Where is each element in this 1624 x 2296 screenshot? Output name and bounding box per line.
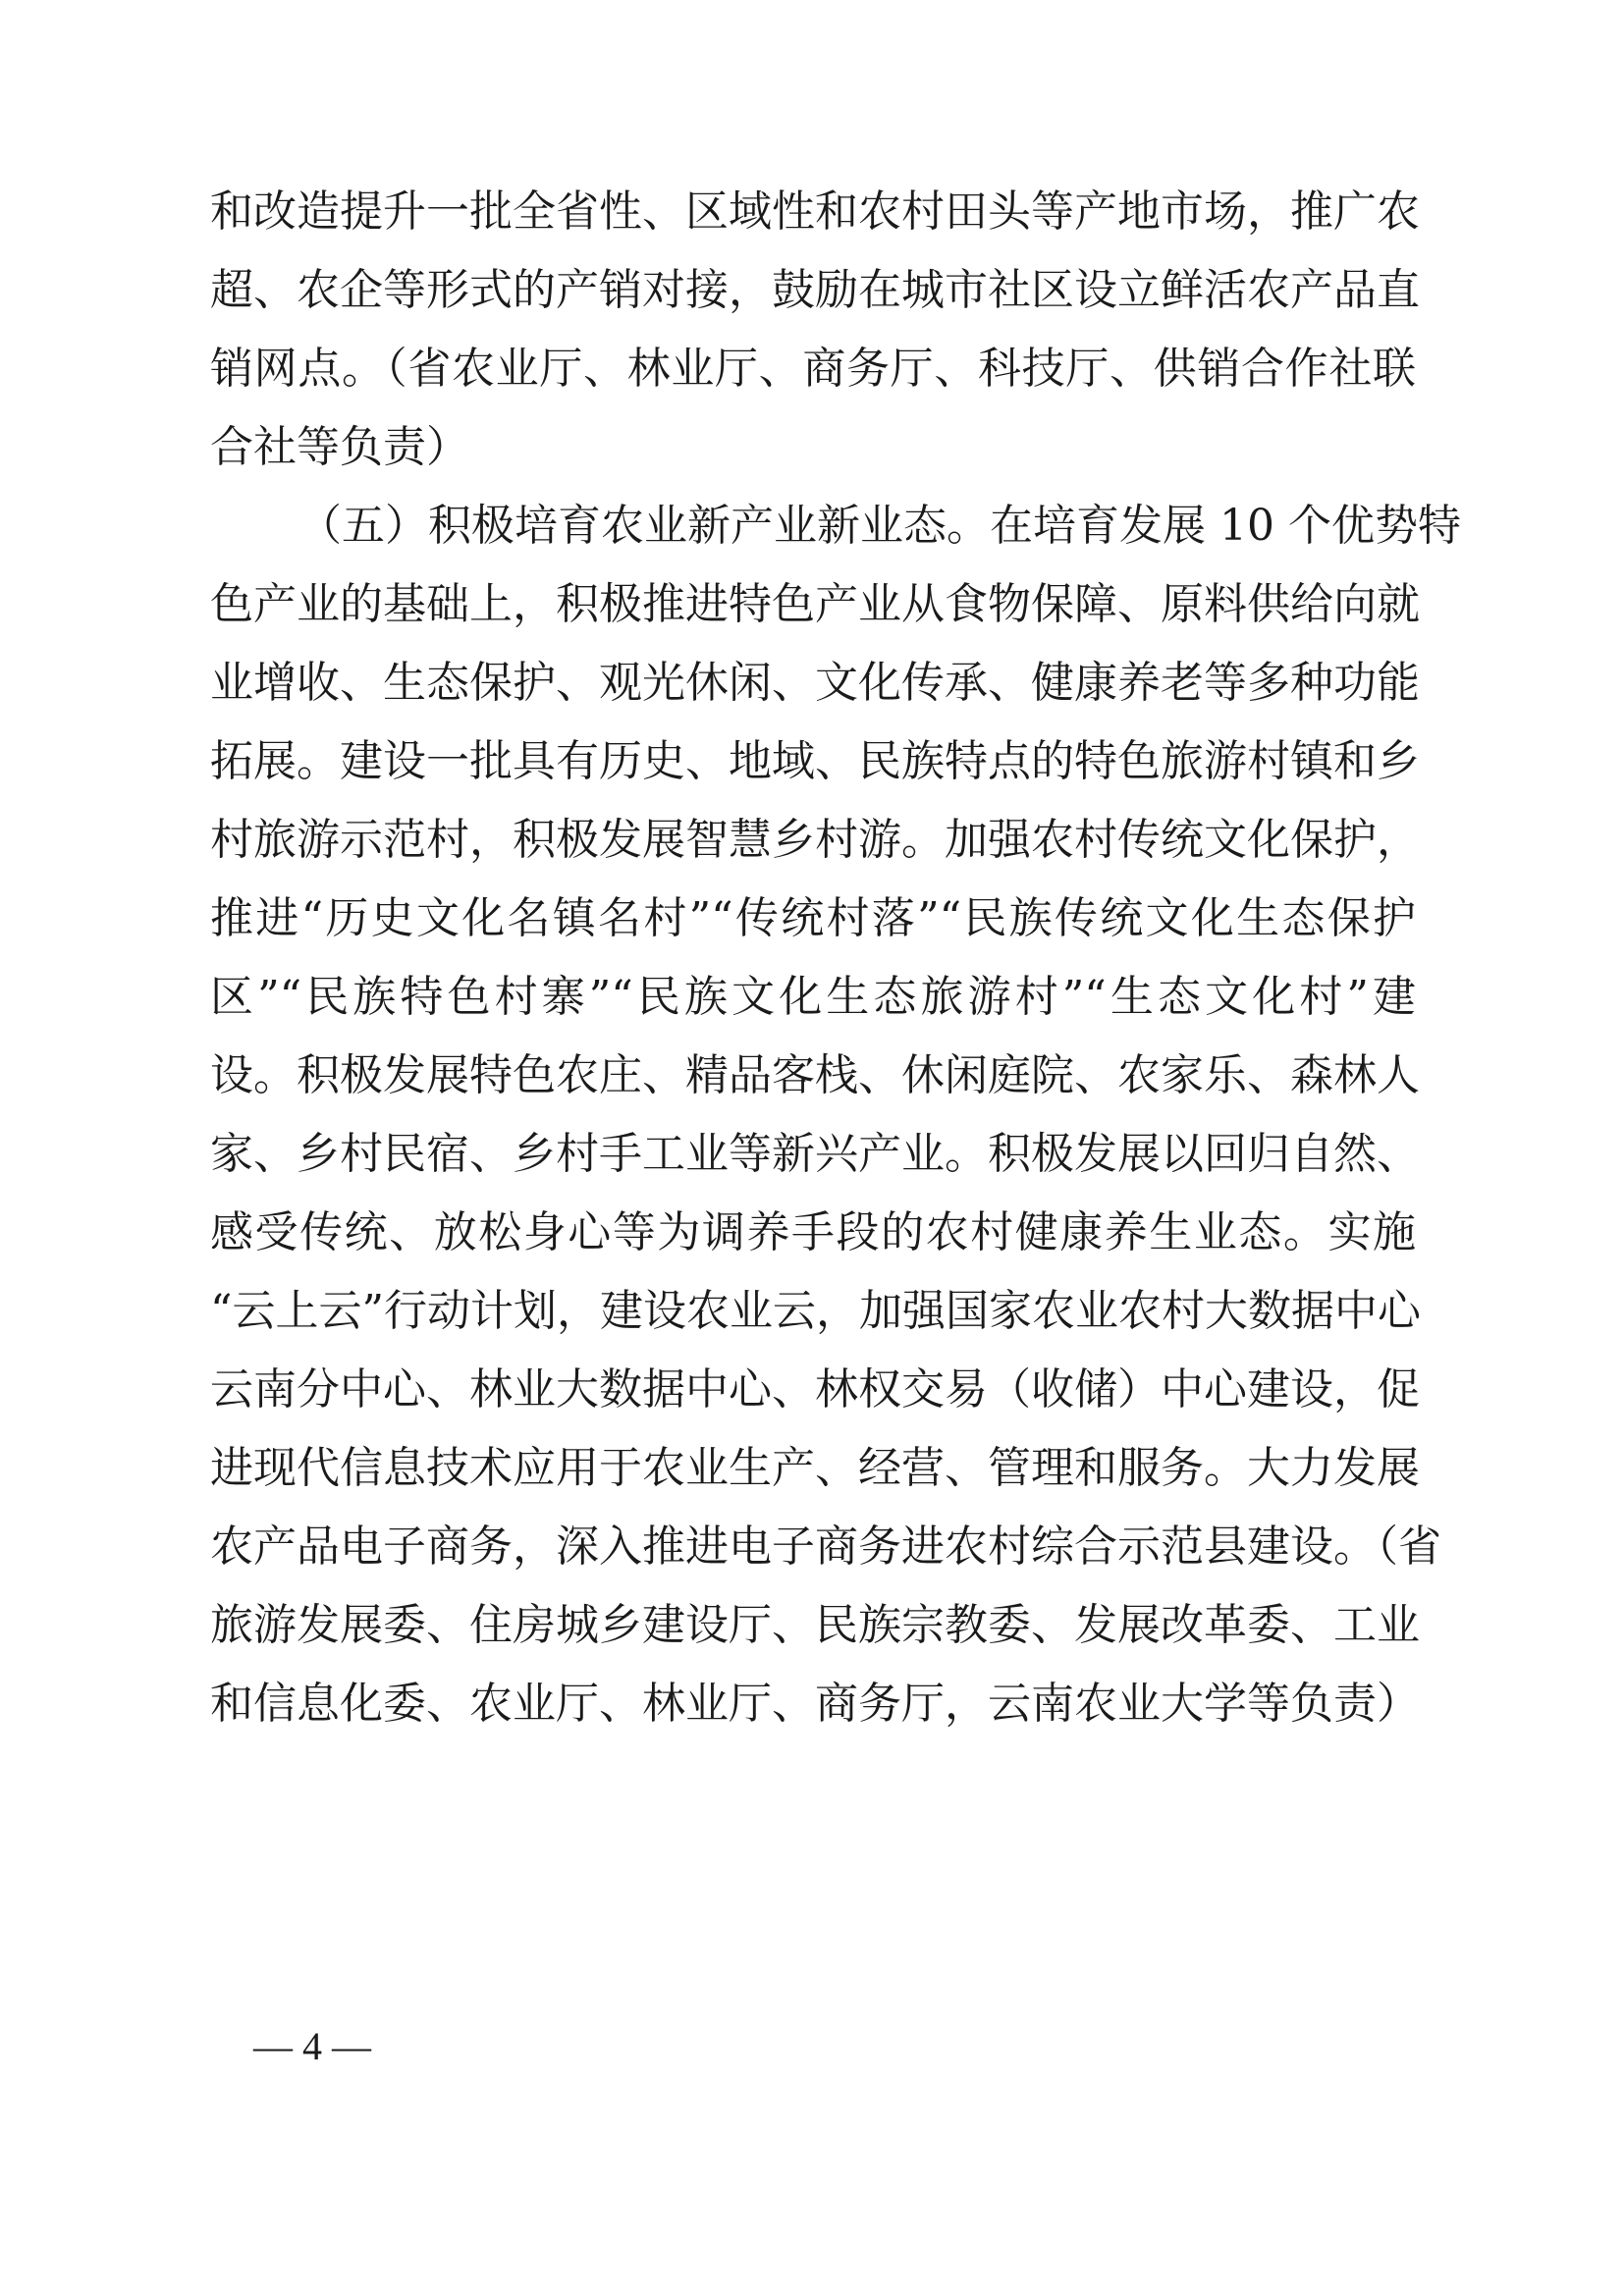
paragraph-line: 销网点。（省农业厅、林业厅、商务厅、科技厅、供销合作社联 bbox=[210, 344, 1416, 394]
paragraph-line: 色产业的基础上，积极推进特色产业从食物保障、原料供给向就 bbox=[210, 579, 1420, 629]
paragraph-line: 拓展。建设一批具有历史、地域、民族特点的特色旅游村镇和乡 bbox=[210, 736, 1420, 786]
paragraph-line: 农产品电子商务，深入推进电子商务进农村综合示范县建设。（省 bbox=[210, 1522, 1441, 1572]
paragraph-line: 合社等负责） bbox=[210, 422, 469, 472]
paragraph-line: 家、乡村民宿、乡村手工业等新兴产业。积极发展以回归自然、 bbox=[210, 1129, 1420, 1179]
paragraph-line: 区”“民族特色村寨”“民族文化生态旅游村”“生态文化村”建 bbox=[210, 972, 1416, 1022]
paragraph-line: 旅游发展委、住房城乡建设厅、民族宗教委、发展改革委、工业 bbox=[210, 1600, 1420, 1650]
paragraph-line: 进现代信息技术应用于农业生产、经营、管理和服务。大力发展 bbox=[210, 1443, 1420, 1493]
section-heading-line: （五）积极培育农业新产业新业态。在培育发展 10 个优势特 bbox=[298, 501, 1461, 551]
paragraph-line: 超、农企等形式的产销对接，鼓励在城市社区设立鲜活农产品直 bbox=[210, 265, 1420, 315]
paragraph-line: 和信息化委、农业厅、林业厅、商务厅，云南农业大学等负责） bbox=[210, 1679, 1420, 1729]
paragraph-line: 设。积极发展特色农庄、精品客栈、休闲庭院、农家乐、森林人 bbox=[210, 1050, 1420, 1100]
paragraph-line: 村旅游示范村，积极发展智慧乡村游。加强农村传统文化保护， bbox=[210, 815, 1420, 865]
paragraph-line: 云南分中心、林业大数据中心、林权交易（收储）中心建设，促 bbox=[210, 1364, 1420, 1415]
paragraph-line: 业增收、生态保护、观光休闲、文化传承、健康养老等多种功能 bbox=[210, 658, 1420, 708]
page-number: — 4 — bbox=[253, 2024, 371, 2068]
paragraph-line: 感受传统、放松身心等为调养手段的农村健康养生业态。实施 bbox=[210, 1207, 1416, 1257]
paragraph-line: 和改造提升一批全省性、区域性和农村田头等产地市场，推广农 bbox=[210, 187, 1420, 237]
paragraph-line: 推进“历史文化名镇名村”“传统村落”“民族传统文化生态保护 bbox=[210, 893, 1416, 943]
paragraph-line: “云上云”行动计划，建设农业云，加强国家农业农村大数据中心 bbox=[210, 1286, 1421, 1336]
